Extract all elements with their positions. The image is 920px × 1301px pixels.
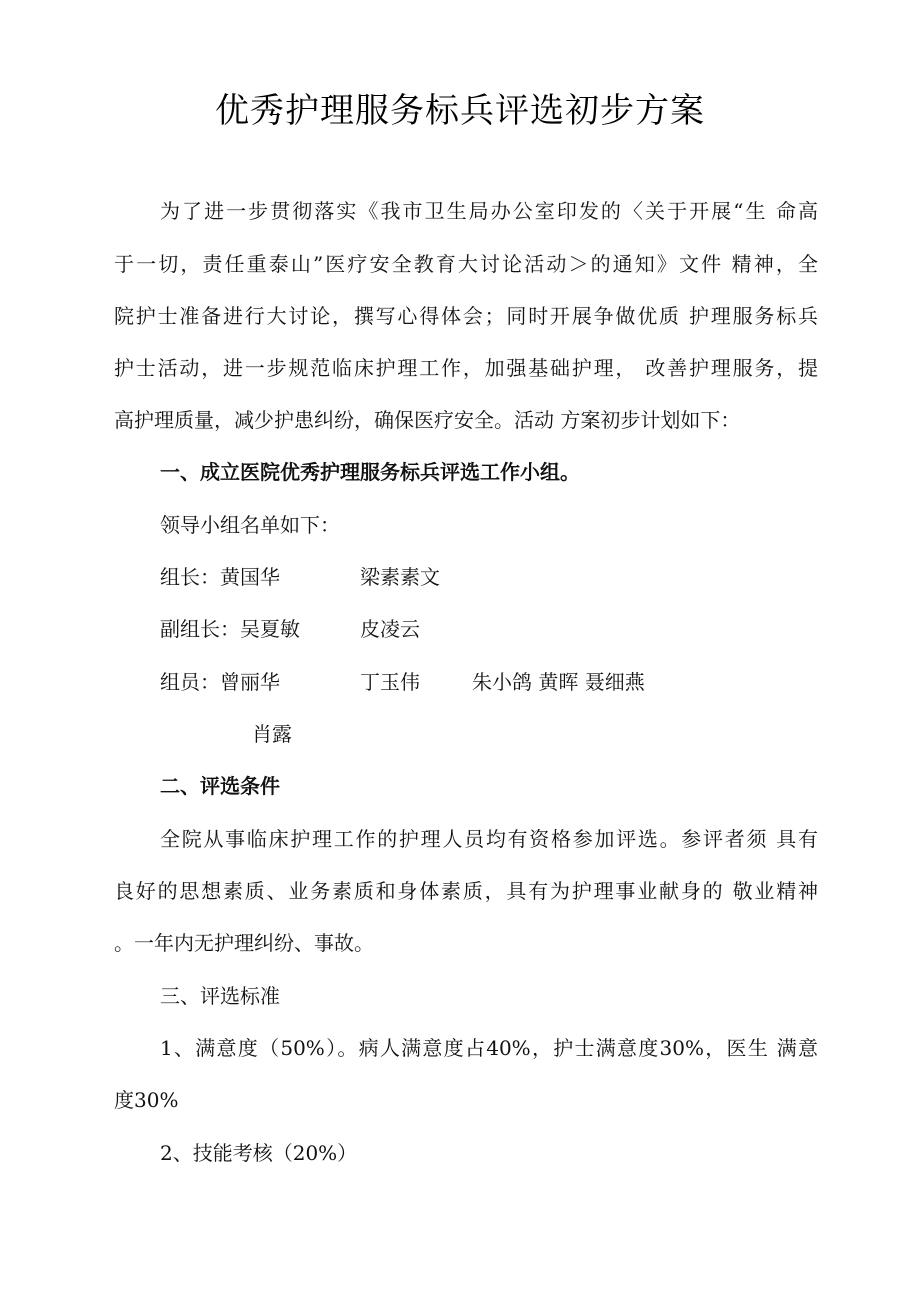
standard-item-1-line: 1、满意度（50%）。病人满意度占40%，护士满意度30%，医生 满意 (160, 1036, 818, 1060)
deputy-label: 副组长： (160, 617, 240, 641)
leader-name: 梁素素文 (360, 565, 440, 589)
deputy-name: 皮凌云 (360, 617, 420, 641)
member-name: 丁玉伟 (360, 670, 420, 694)
intro-paragraph-line: 于一切，责任重泰山”医疗安全教育大讨论活动＞的通知》文件 精神，全 (114, 252, 818, 276)
section-2-heading: 二、评选条件 (160, 774, 280, 798)
section-1-heading: 一、成立医院优秀护理服务标兵评选工作小组。 (160, 460, 580, 484)
criteria-line: 全院从事临床护理工作的护理人员均有资格参加评选。参评者须 具有 (160, 827, 818, 851)
leader-label: 组长： (160, 565, 220, 589)
intro-paragraph-line: 高护理质量，减少护患纠纷，确保医疗安全。活动 方案初步计划如下： (114, 408, 741, 432)
document-title: 优秀护理服务标兵评选初步方案 (215, 90, 705, 131)
criteria-line: 。一年内无护理纠纷、事故。 (114, 931, 374, 955)
leader-name: 黄国华 (220, 565, 280, 589)
member-name: 肖露 (252, 722, 292, 746)
deputy-leader-row (160, 615, 818, 643)
deputy-name: 吴夏敏 (240, 617, 300, 641)
intro-paragraph-line: 院护士准备进行大讨论，撰写心得体会；同时开展争做优质 护理服务标兵 (114, 304, 818, 328)
section-3-heading: 三、评选标准 (160, 984, 280, 1008)
standard-item-2: 2、技能考核（20%） (160, 1141, 358, 1165)
intro-paragraph-line: 为了进一步贯彻落实《我市卫生局办公室印发的〈关于开展“生 命高 (160, 199, 818, 223)
standard-item-1-line: 度30% (114, 1088, 179, 1112)
leader-row (160, 563, 818, 591)
leadership-list-intro: 领导小组名单如下： (160, 513, 340, 537)
members-row (160, 668, 818, 696)
intro-paragraph-line: 护士活动，进一步规范临床护理工作，加强基础护理， 改善护理服务，提 (114, 356, 818, 380)
members-label: 组员： (160, 670, 220, 694)
member-name: 朱小鸽 黄晖 聂细燕 (472, 670, 645, 694)
member-name: 曾丽华 (220, 670, 280, 694)
criteria-line: 良好的思想素质、业务素质和身体素质，具有为护理事业献身的 敬业精神 (114, 879, 818, 903)
